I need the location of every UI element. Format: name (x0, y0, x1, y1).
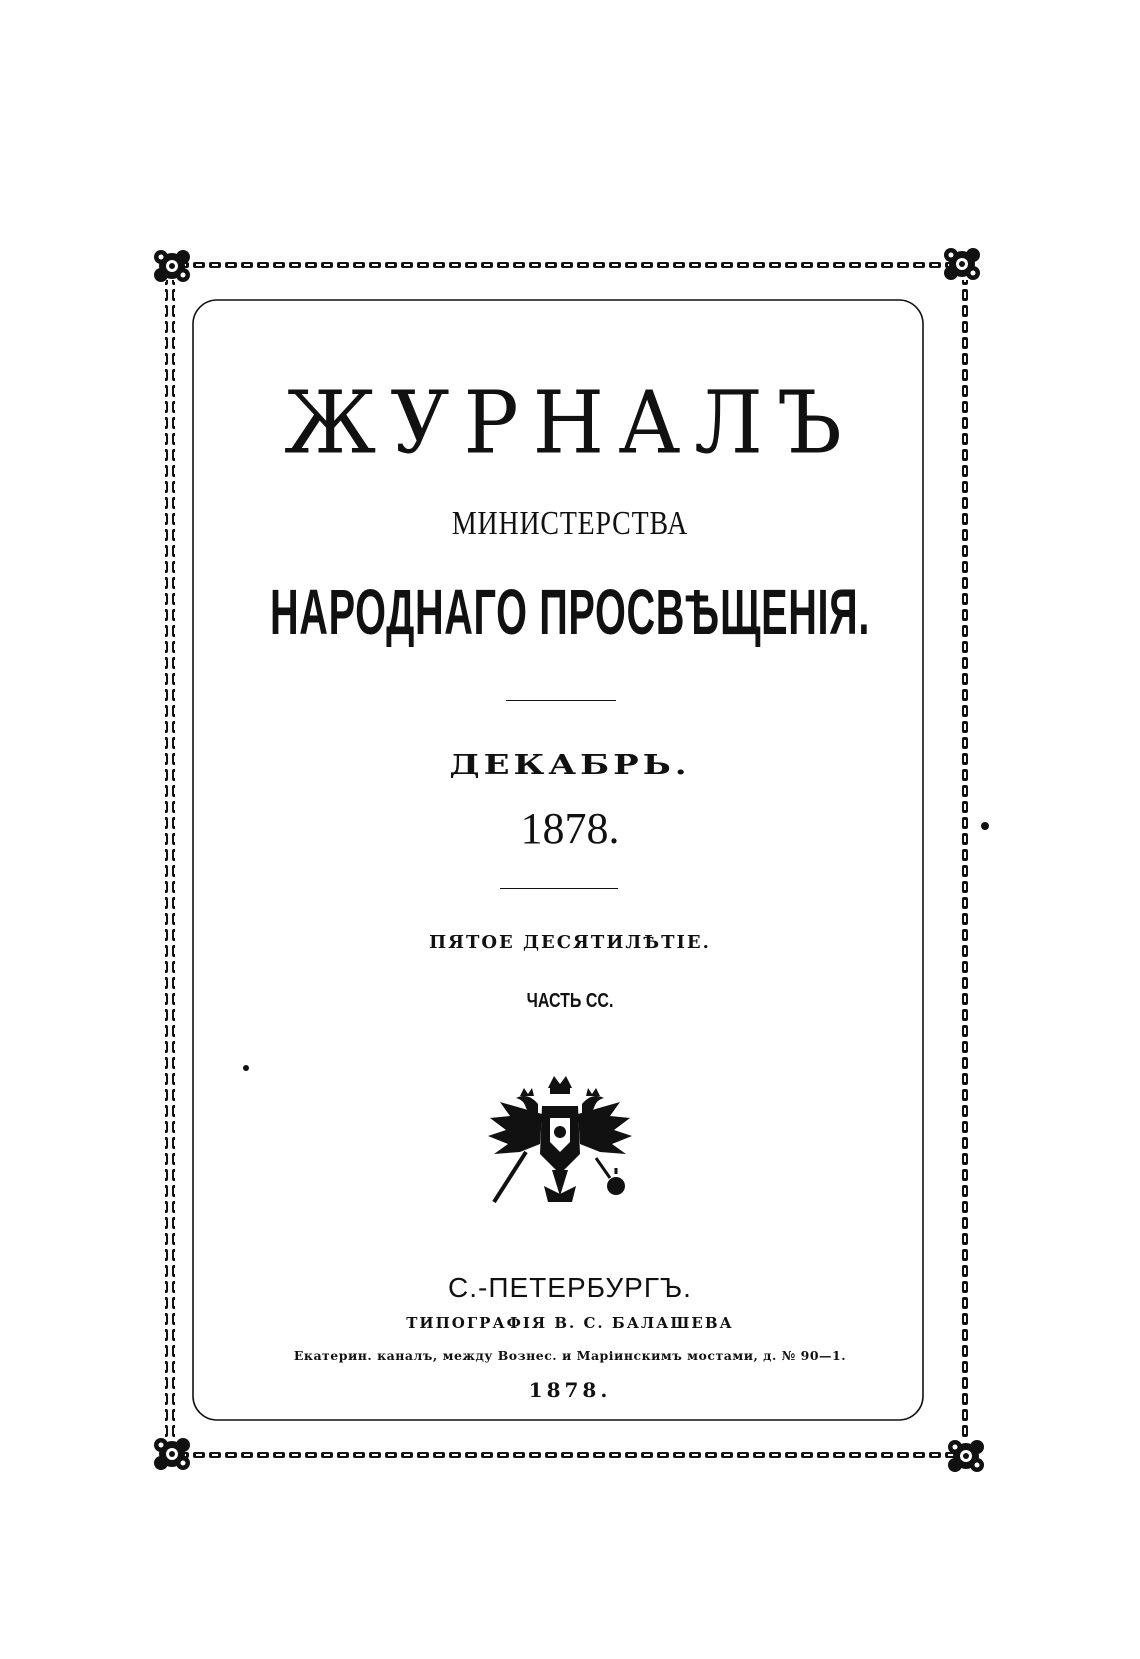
imprint-press: ТИПОГРАФІЯ В. С. БАЛАШЕВА (406, 1314, 734, 1332)
corner-ornament-icon (948, 1440, 984, 1472)
enlightenment-title: НАРОДНАГО ПРОСВѢЩЕНІЯ. (270, 576, 870, 648)
issue-month: ДЕКАБРЬ. (449, 749, 691, 781)
corner-ornament-icon (154, 1438, 190, 1470)
divider-rule (500, 888, 618, 889)
double-headed-eagle-icon (480, 1074, 640, 1214)
issue-year: 1878. (520, 804, 620, 853)
corner-ornament-icon (154, 250, 190, 282)
ministry-subtitle: МИНИСТЕРСТВА (451, 505, 689, 542)
journal-title: ЖУРНАЛЪ (284, 373, 856, 474)
decade-label: ПЯТОЕ ДЕСЯТИЛѢТІЕ. (429, 932, 711, 953)
imprint-city: С.-ПЕТЕРБУРГЪ. (448, 1272, 692, 1303)
corner-ornament-icon (944, 248, 980, 280)
imprint-year: 1878. (528, 1378, 612, 1402)
imprint-address: Екатерин. каналъ, между Вознес. и Маріинскимъ мостами, д. № 90—1. (293, 1348, 847, 1363)
divider-rule (506, 700, 616, 701)
part-label: ЧАСТЬ СС. (526, 990, 614, 1012)
